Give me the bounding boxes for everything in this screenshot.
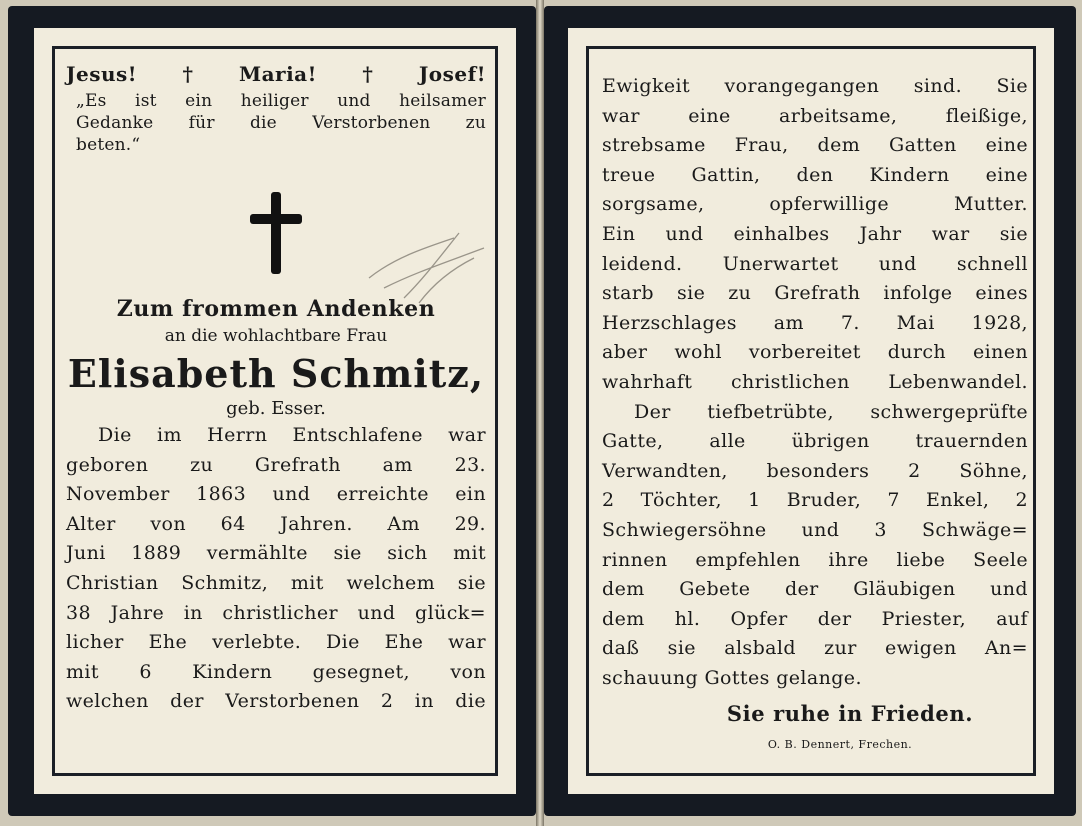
text-line: leidend. Unerwartet und schnell — [602, 252, 1028, 275]
text-line: 38 Jahre in christlicher und glück= — [66, 601, 486, 624]
text-line: Verwandten, besonders 2 Söhne, — [602, 459, 1028, 482]
text-line: Die im Herrn Entschlafene war — [98, 424, 486, 446]
text-line: Gatte, alle übrigen trauernden — [602, 430, 1028, 453]
small-cross-icon: † — [182, 62, 194, 86]
text-line: sorgsame, opferwillige Mutter. — [602, 193, 1028, 216]
invocation-josef: Josef! — [418, 62, 486, 86]
text-line: starb sie zu Grefrath infolge eines — [602, 282, 1028, 305]
text-line: geboren zu Grefrath am 23. — [66, 453, 486, 476]
text-line: mit 6 Kindern gesegnet, von — [66, 660, 486, 683]
text-line: daß sie alsbald zur ewigen An= — [602, 637, 1028, 660]
text-line: treue Gattin, den Kindern eine — [602, 163, 1028, 186]
text-line: aber wohl vorbereitet durch einen — [602, 341, 1028, 364]
left-body-text — [66, 421, 486, 717]
quote-line: beten.“ — [76, 135, 141, 155]
memorial-subtitle: an die wohlachtbare Frau — [164, 326, 388, 346]
text-line: rinnen empfehlen ihre liebe Seele — [602, 548, 1028, 571]
right-content — [602, 70, 1028, 751]
right-paper — [568, 28, 1054, 794]
text-line: Alter von 64 Jahren. Am 29. — [66, 512, 486, 535]
text-line: licher Ehe verlebte. Die Ehe war — [66, 631, 486, 654]
quote-line: Gedanke für die Verstorbenen zu — [76, 113, 486, 133]
closing-blessing: Sie ruhe in Frieden. — [726, 701, 974, 727]
left-paper — [34, 28, 516, 794]
text-line: dem Gebete der Gläubigen und — [602, 578, 1028, 601]
text-line: wahrhaft christlichen Lebenwandel. — [602, 370, 1028, 393]
text-line: schauung Gottes gelange. — [602, 666, 862, 689]
deceased-name: Elisabeth Schmitz, — [67, 351, 485, 396]
left-content — [66, 62, 486, 717]
text-line: Juni 1889 vermählte sie sich mit — [66, 542, 486, 565]
quote-block — [66, 90, 486, 156]
pencil-scribble — [364, 218, 494, 308]
text-line: Christian Schmitz, mit welchem sie — [66, 571, 486, 594]
printer-credit: O. B. Dennert, Frechen. — [767, 738, 913, 752]
text-line: strebsame Frau, dem Gatten eine — [602, 134, 1028, 157]
text-line: Ein und einhalbes Jahr war sie — [602, 222, 1028, 245]
invocation-maria: Maria! — [238, 62, 317, 86]
invocation-jesus: Jesus! — [66, 62, 138, 86]
small-cross-icon: † — [362, 62, 374, 86]
right-body-text — [602, 72, 1028, 693]
text-line: welchen der Verstorbenen 2 in die — [66, 690, 486, 713]
text-line: war eine arbeitsame, fleißige, — [602, 104, 1028, 127]
cross-icon — [250, 192, 302, 274]
invocation-line — [66, 62, 486, 86]
text-line: Ewigkeit vorangegangen sind. Sie — [602, 75, 1028, 97]
text-line: Schwiegersöhne und 3 Schwäge= — [602, 518, 1028, 541]
text-line: dem hl. Opfer der Priester, auf — [602, 607, 1028, 630]
left-page — [8, 6, 536, 816]
memorial-heading: Zum frommen Andenken — [116, 296, 436, 322]
right-page — [544, 6, 1076, 816]
quote-line: „Es ist ein heiliger und heilsamer — [76, 91, 486, 111]
center-fold — [536, 0, 544, 826]
text-line: November 1863 und erreichte ein — [66, 483, 486, 506]
text-line: Der tiefbetrübte, schwergeprüfte — [634, 400, 1028, 423]
maiden-name: geb. Esser. — [226, 398, 326, 419]
text-line: 2 Töchter, 1 Bruder, 7 Enkel, 2 — [602, 489, 1028, 512]
text-line: Herzschlages am 7. Mai 1928, — [602, 311, 1028, 334]
